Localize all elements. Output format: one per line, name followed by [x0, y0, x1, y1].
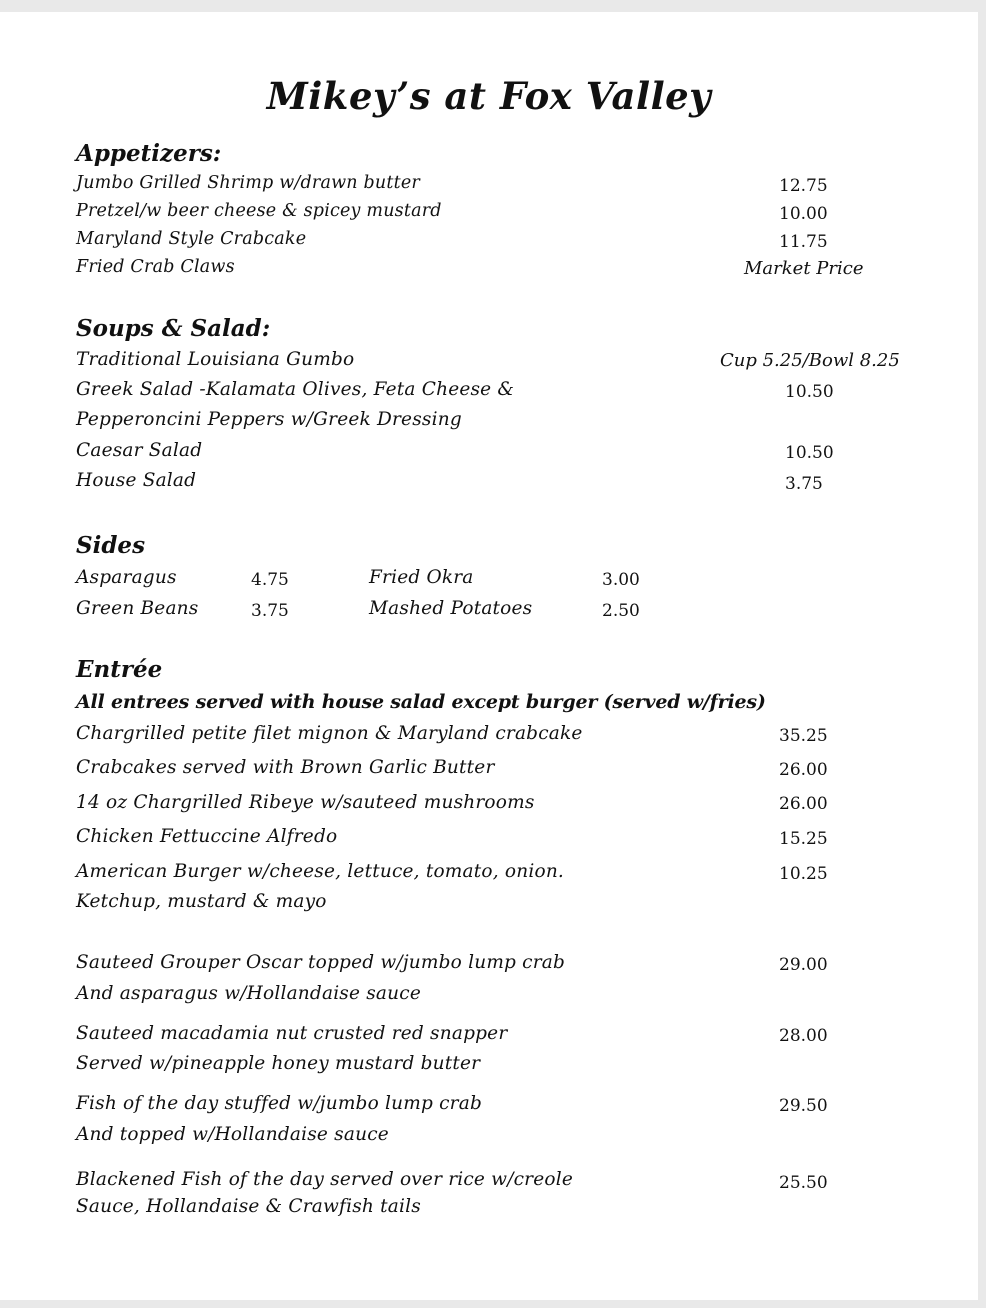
menu-item-name: Caesar Salad [76, 440, 203, 461]
menu-item-name: Traditional Louisiana Gumbo [76, 349, 355, 370]
entree-heading: Entrée [76, 656, 163, 683]
menu-item-price: Market Price [744, 258, 864, 279]
side-item-name: Green Beans [76, 598, 199, 619]
menu-item-name: Maryland Style Crabcake [76, 229, 307, 249]
menu-item-price: 10.25 [779, 864, 828, 884]
menu-item-price: 10.50 [785, 382, 834, 402]
menu-item-price: 25.50 [779, 1173, 828, 1193]
menu-item-name: Fried Crab Claws [76, 257, 235, 277]
side-item-price: 2.50 [602, 601, 640, 621]
menu-item-name-line1: Fish of the day stuffed w/jumbo lump crab [76, 1093, 482, 1114]
restaurant-title: Mikey’s at Fox Valley [266, 74, 712, 118]
menu-item-name-line2: Pepperoncini Peppers w/Greek Dressing [76, 409, 462, 430]
menu-item-price: Cup 5.25/Bowl 8.25 [720, 350, 900, 371]
menu-item-price: 29.00 [779, 955, 828, 975]
menu-item-name: 14 oz Chargrilled Ribeye w/sauteed mushrooms [76, 792, 535, 813]
menu-item-price: 35.25 [779, 726, 828, 746]
side-item-name: Fried Okra [369, 567, 474, 588]
menu-item-price: 3.75 [785, 474, 823, 494]
menu-item-name-line1: Sauteed macadamia nut crusted red snapper [76, 1023, 508, 1044]
side-item-name: Asparagus [76, 567, 177, 588]
side-item-name: Mashed Potatoes [369, 598, 533, 619]
appetizers-heading: Appetizers: [76, 140, 222, 167]
sides-heading: Sides [76, 532, 146, 559]
menu-item-name-line2: Sauce, Hollandaise & Crawfish tails [76, 1196, 421, 1217]
menu-item-price: 10.00 [779, 204, 828, 224]
menu-item-name-line1: Blackened Fish of the day served over rice w/creole [76, 1169, 573, 1190]
menu-item-name: Chargrilled petite filet mignon & Maryland crabcake [76, 723, 583, 744]
menu-item-price: 28.00 [779, 1026, 828, 1046]
menu-item-name-line2: And topped w/Hollandaise sauce [76, 1124, 389, 1145]
menu-item-name-line1: Greek Salad -Kalamata Olives, Feta Cheese & [76, 379, 515, 400]
menu-item-name: Jumbo Grilled Shrimp w/drawn butter [76, 173, 420, 193]
soups-salad-heading: Soups & Salad: [76, 315, 271, 342]
menu-item-price: 29.50 [779, 1096, 828, 1116]
side-item-price: 4.75 [251, 570, 289, 590]
menu-item-name-line1: Sauteed Grouper Oscar topped w/jumbo lump crab [76, 952, 566, 973]
menu-item-name: Pretzel/w beer cheese & spicey mustard [76, 201, 442, 221]
menu-item-price: 15.25 [779, 829, 828, 849]
menu-page [0, 12, 978, 1300]
menu-item-price: 26.00 [779, 760, 828, 780]
menu-item-name-line2: Served w/pineapple honey mustard butter [76, 1053, 481, 1074]
side-item-price: 3.00 [602, 570, 640, 590]
menu-item-price: 10.50 [785, 443, 834, 463]
menu-item-price: 26.00 [779, 794, 828, 814]
menu-item-name: Chicken Fettuccine Alfredo [76, 826, 338, 847]
menu-item-name-line2: Ketchup, mustard & mayo [76, 891, 327, 912]
side-item-price: 3.75 [251, 601, 289, 621]
menu-item-price: 11.75 [779, 232, 828, 252]
menu-item-price: 12.75 [779, 176, 828, 196]
menu-item-name: Crabcakes served with Brown Garlic Butter [76, 757, 495, 778]
entree-note: All entrees served with house salad except burger (served w/fries) [76, 691, 766, 713]
menu-item-name: House Salad [76, 470, 197, 491]
menu-item-name-line1: American Burger w/cheese, lettuce, tomato, onion. [76, 861, 565, 882]
menu-item-name-line2: And asparagus w/Hollandaise sauce [76, 983, 421, 1004]
